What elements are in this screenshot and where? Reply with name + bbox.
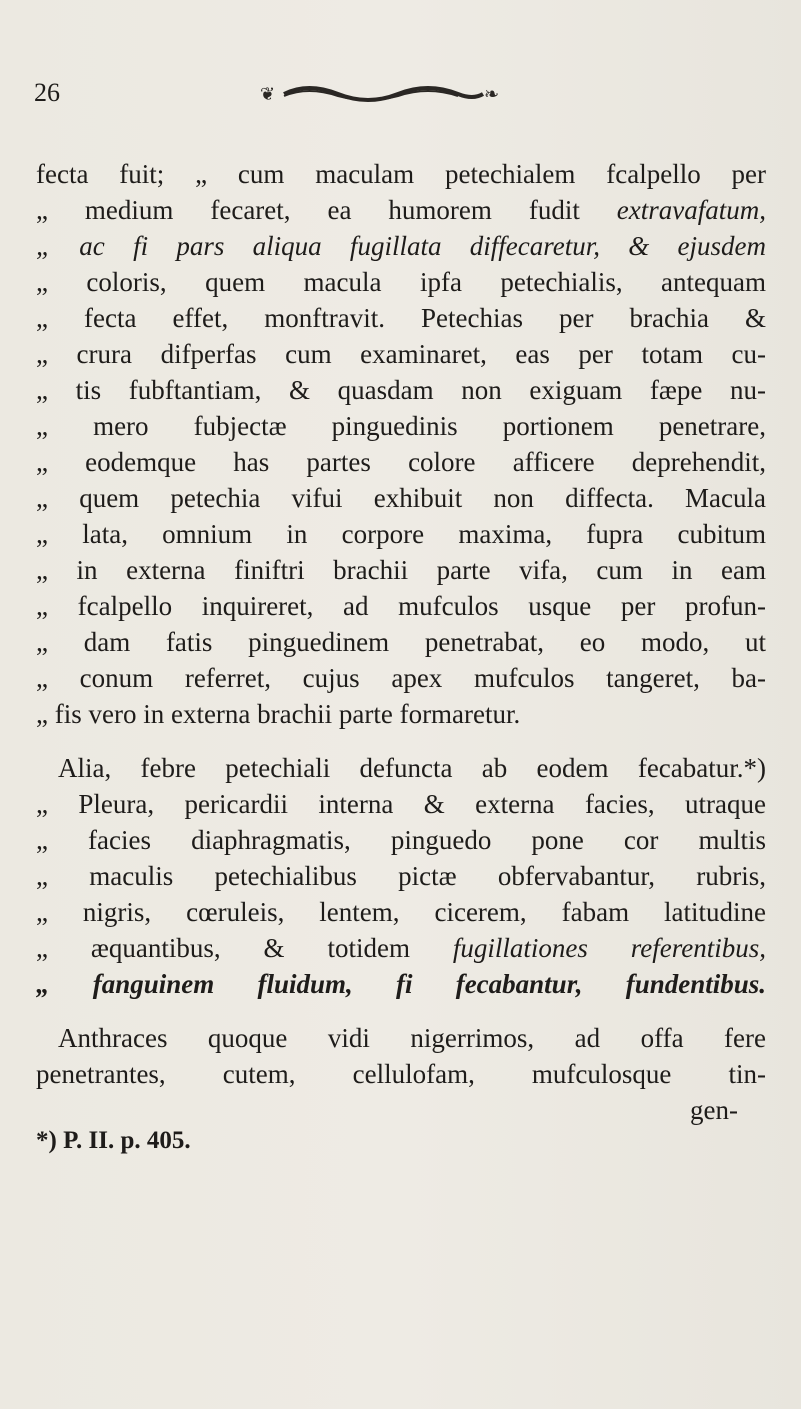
page-number: 26 bbox=[34, 78, 60, 107]
svg-text:❧: ❧ bbox=[484, 84, 500, 105]
text-line: „ in externa finiftri brachii parte vifa, cum in eam bbox=[36, 555, 766, 585]
text-line: „ ac fi pars aliqua fugillata diffecaretur, & ejusdem bbox=[36, 231, 766, 261]
text-line: fecta fuit; „ cum maculam petechialem fcalpello per bbox=[36, 159, 766, 189]
text-line: „ mero fubjectæ pinguedinis portionem penetrare, bbox=[36, 411, 766, 441]
svg-text:❦: ❦ bbox=[260, 84, 276, 105]
text-line: „ eodemque has partes colore afficere deprehendit, bbox=[36, 447, 766, 477]
text-line: „ nigris, cœruleis, lentem, cicerem, fabam latitudine bbox=[36, 897, 766, 927]
italic-phrase: fugillationes referentibus, bbox=[452, 933, 766, 963]
text-line: „ coloris, quem macula ipfa petechialis, antequam bbox=[36, 267, 766, 297]
text-line: „ Pleura, pericardii interna & externa facies, utraque bbox=[36, 789, 766, 819]
text-line: Anthraces quoque vidi nigerrimos, ad offa fere bbox=[58, 1023, 766, 1053]
text-line: „ facies diaphragmatis, pinguedo pone cor multis bbox=[36, 825, 766, 855]
text-line: „ æquantibus, & totidem fugillationes referentibus, bbox=[36, 933, 766, 963]
text-line: „ fecta effet, monftravit. Petechias per brachia & bbox=[36, 303, 766, 333]
fleuron-ornament-icon bbox=[258, 82, 508, 111]
text-line: „ lata, omnium in corpore maxima, fupra cubitum bbox=[36, 519, 766, 549]
text-line: „ quem petechia vifui exhibuit non diffecta. Macula bbox=[36, 483, 766, 513]
text-line: „ fcalpello inquireret, ad mufculos usque per profun- bbox=[36, 591, 766, 621]
text-line: „ maculis petechialibus pictæ obfervabantur, rubris, bbox=[36, 861, 766, 891]
text-line: Alia, febre petechiali defuncta ab eodem fecabatur.*) bbox=[58, 753, 766, 783]
footnote: *) P. II. p. 405. bbox=[36, 1127, 191, 1154]
text-line: penetrantes, cutem, cellulofam, mufculosque tin- bbox=[36, 1059, 766, 1089]
text-line: „ conum referret, cujus apex mufculos tangeret, ba- bbox=[36, 663, 766, 693]
text-line: „ medium fecaret, ea humorem fudit extravafatum, bbox=[36, 195, 766, 225]
catchword: gen- bbox=[690, 1095, 738, 1125]
text-line: „ fis vero in externa brachii parte formaretur. bbox=[36, 699, 521, 729]
italic-word: extravafatum, bbox=[616, 195, 766, 225]
text-line: „ dam fatis pinguedinem penetrabat, eo modo, ut bbox=[36, 627, 766, 657]
text-line: „ tis fubftantiam, & quasdam non exiguam fæpe nu- bbox=[36, 375, 766, 405]
text-line: „ fanguinem fluidum, fi fecabantur, fundentibus. bbox=[36, 969, 766, 999]
text-line: „ crura difperfas cum examinaret, eas per totam cu- bbox=[36, 339, 766, 369]
